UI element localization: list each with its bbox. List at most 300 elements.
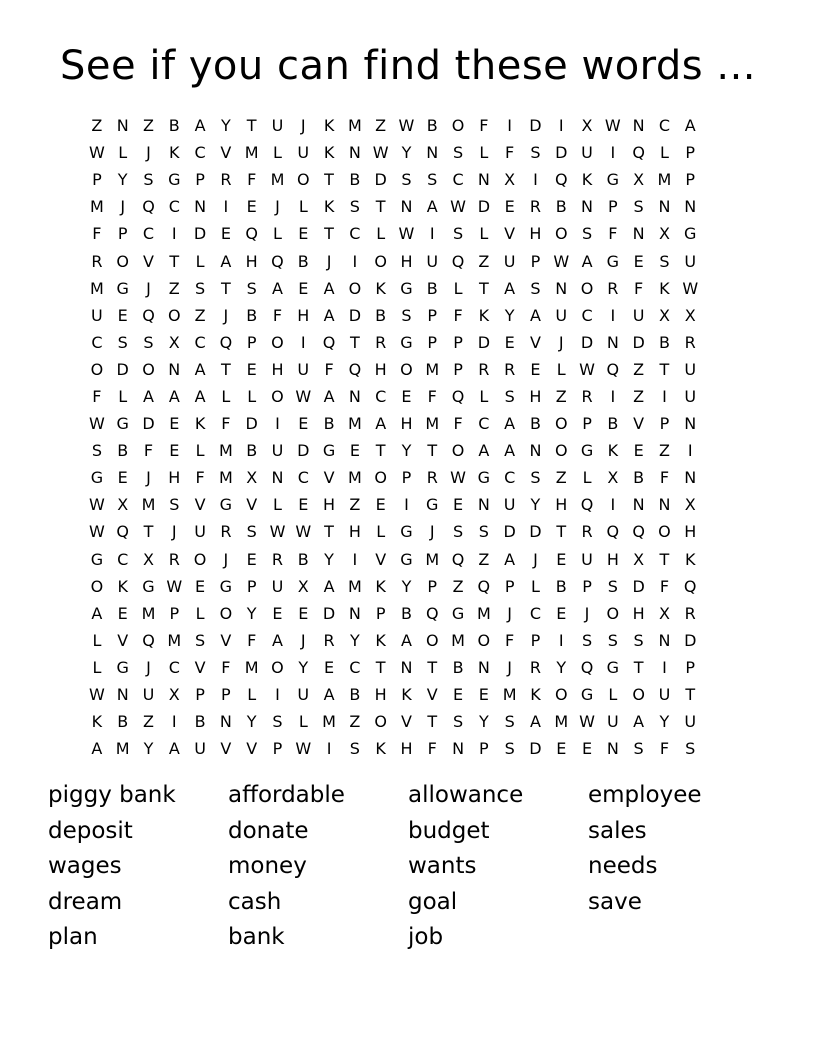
grid-letter: L — [479, 224, 489, 244]
grid-letter: O — [116, 251, 129, 271]
grid-letter: B — [426, 278, 438, 298]
word-list-item: dream — [48, 888, 123, 915]
grid-letter: X — [658, 603, 670, 623]
grid-letter: R — [168, 549, 180, 569]
grid-letter: H — [297, 305, 310, 325]
grid-letter: P — [530, 251, 541, 271]
grid-letter: K — [607, 441, 619, 461]
grid-letter: V — [220, 143, 232, 163]
grid-letter: Z — [633, 359, 645, 379]
grid-letter: O — [90, 576, 104, 596]
grid-letter: B — [658, 332, 670, 352]
grid-row — [84, 410, 734, 437]
grid-letter: S — [246, 278, 257, 298]
grid-letter: A — [323, 576, 335, 596]
grid-letter: R — [220, 522, 232, 542]
grid-letter: I — [533, 170, 538, 190]
grid-letter: R — [375, 332, 387, 352]
grid-letter: U — [297, 359, 310, 379]
grid-letter: C — [168, 197, 180, 217]
grid-letter: P — [246, 332, 257, 352]
grid-letter: I — [558, 116, 564, 136]
grid-letter: M — [347, 468, 362, 488]
grid-letter: U — [606, 712, 619, 732]
grid-letter: M — [218, 468, 233, 488]
grid-letter: V — [375, 549, 387, 569]
grid-letter: H — [606, 549, 619, 569]
grid-letter: U — [194, 522, 206, 542]
grid-letter: S — [91, 441, 102, 461]
grid-letter: F — [92, 386, 102, 406]
grid-letter: H — [555, 495, 568, 515]
grid-letter: Y — [246, 603, 257, 623]
grid-letter: G — [426, 495, 439, 515]
grid-letter: V — [220, 630, 232, 650]
grid-letter: U — [684, 359, 697, 379]
grid-letter: T — [685, 685, 696, 705]
grid-letter: X — [168, 332, 180, 352]
grid-letter: O — [425, 630, 439, 650]
grid-letter: O — [580, 278, 594, 298]
grid-letter: W — [295, 386, 312, 406]
grid-letter: V — [246, 739, 258, 759]
grid-letter: B — [607, 414, 619, 434]
grid-letter: K — [323, 143, 335, 163]
grid-letter: P — [582, 414, 592, 434]
grid-letter: W — [88, 685, 105, 705]
grid-letter: S — [504, 712, 515, 732]
grid-letter: F — [453, 305, 463, 325]
grid-letter: N — [400, 197, 413, 217]
word-list-item: budget — [408, 817, 490, 844]
grid-letter: Y — [530, 495, 541, 515]
grid-letter: I — [429, 224, 435, 244]
grid-letter: P — [375, 603, 386, 623]
grid-letter: D — [529, 739, 542, 759]
grid-letter: Q — [142, 197, 155, 217]
grid-letter: X — [633, 170, 645, 190]
grid-letter: C — [504, 468, 516, 488]
grid-letter: U — [658, 685, 671, 705]
grid-row — [84, 356, 734, 383]
grid-letter: M — [425, 359, 440, 379]
grid-letter: W — [269, 522, 286, 542]
grid-letter: E — [117, 305, 128, 325]
grid-letter: M — [476, 603, 491, 623]
grid-letter: M — [167, 630, 182, 650]
grid-letter: V — [426, 685, 438, 705]
grid-letter: F — [659, 468, 670, 488]
grid-letter: I — [275, 414, 280, 434]
word-list-item: bank — [228, 924, 285, 951]
grid-letter: K — [581, 170, 593, 190]
grid-letter: W — [372, 143, 389, 163]
grid-letter: X — [658, 305, 670, 325]
grid-letter: T — [324, 170, 334, 190]
grid-letter: S — [607, 576, 618, 596]
grid-letter: F — [659, 576, 670, 596]
grid-letter: Z — [194, 305, 206, 325]
grid-letter: H — [632, 603, 645, 623]
grid-letter: E — [298, 224, 309, 244]
grid-letter: D — [142, 414, 155, 434]
grid-letter: A — [143, 386, 154, 406]
grid-letter: H — [529, 386, 542, 406]
grid-letter: E — [375, 495, 386, 515]
grid-letter: X — [297, 576, 309, 596]
grid-letter: P — [246, 576, 257, 596]
grid-letter: X — [117, 495, 129, 515]
grid-letter: M — [89, 278, 104, 298]
grid-letter: F — [143, 441, 154, 461]
grid-letter: O — [374, 468, 387, 488]
grid-letter: Y — [324, 549, 334, 569]
grid-letter: D — [245, 414, 258, 434]
grid-letter: J — [507, 657, 512, 677]
grid-letter: E — [246, 197, 257, 217]
grid-letter: Q — [451, 386, 465, 406]
grid-letter: W — [579, 359, 595, 379]
grid-letter: X — [658, 224, 670, 244]
grid-letter: A — [194, 359, 206, 379]
grid-letter: B — [555, 576, 567, 596]
grid-letter: L — [247, 685, 257, 705]
grid-letter: E — [298, 278, 309, 298]
grid-letter: G — [90, 549, 104, 569]
grid-letter: W — [450, 468, 466, 488]
grid-letter: O — [374, 712, 387, 732]
grid-letter: P — [685, 170, 696, 190]
grid-letter: E — [169, 414, 180, 434]
grid-letter: Y — [556, 657, 567, 677]
grid-letter: B — [323, 414, 335, 434]
grid-row — [84, 627, 734, 654]
grid-letter: X — [684, 495, 696, 515]
grid-letter: L — [453, 278, 463, 298]
grid-letter: P — [195, 170, 205, 190]
grid-letter: N — [426, 143, 439, 163]
grid-letter: Q — [116, 522, 129, 542]
grid-letter: X — [607, 468, 619, 488]
grid-letter: Q — [425, 603, 439, 623]
grid-letter: W — [682, 278, 699, 298]
grid-letter: A — [323, 278, 335, 298]
grid-letter: R — [271, 549, 284, 569]
grid-letter: E — [195, 576, 206, 596]
grid-letter: W — [295, 522, 312, 542]
grid-letter: J — [300, 630, 306, 650]
grid-letter: E — [246, 549, 257, 569]
grid-letter: Z — [452, 576, 464, 596]
grid-letter: K — [375, 630, 386, 650]
grid-letter: T — [427, 441, 438, 461]
grid-letter: W — [450, 197, 466, 217]
grid-letter: M — [451, 630, 465, 650]
grid-letter: A — [426, 197, 438, 217]
word-list-item: sales — [588, 817, 647, 844]
grid-letter: U — [503, 251, 516, 271]
grid-letter: G — [219, 495, 233, 515]
grid-letter: G — [400, 522, 413, 542]
grid-letter: V — [400, 712, 412, 732]
grid-letter: L — [582, 468, 592, 488]
grid-letter: K — [323, 116, 335, 136]
grid-letter: P — [427, 305, 438, 325]
grid-row — [84, 329, 734, 356]
grid-letter: A — [400, 630, 412, 650]
grid-letter: G — [168, 170, 181, 190]
grid-letter: W — [166, 576, 183, 596]
grid-letter: T — [375, 197, 386, 217]
grid-letter: M — [347, 116, 362, 136]
grid-letter: J — [223, 305, 229, 325]
grid-letter: J — [120, 197, 126, 217]
grid-letter: A — [633, 712, 645, 732]
grid-letter: R — [323, 630, 335, 650]
grid-letter: B — [375, 305, 387, 325]
grid-letter: O — [374, 251, 387, 271]
grid-letter: K — [375, 278, 386, 298]
grid-letter: T — [324, 522, 334, 542]
grid-letter: P — [117, 224, 128, 244]
grid-letter: E — [349, 441, 360, 461]
grid-letter: A — [478, 441, 490, 461]
grid-letter: R — [581, 386, 593, 406]
grid-letter: E — [298, 603, 309, 623]
letter-grid — [84, 112, 734, 762]
grid-letter: R — [220, 170, 232, 190]
grid-letter: F — [453, 414, 463, 434]
grid-letter: T — [324, 224, 334, 244]
grid-letter: K — [323, 197, 335, 217]
grid-letter: E — [581, 739, 593, 759]
grid-letter: I — [171, 712, 177, 732]
grid-letter: F — [221, 414, 231, 434]
grid-letter: Q — [580, 495, 594, 515]
grid-letter: D — [632, 576, 645, 596]
grid-letter: P — [530, 630, 541, 650]
grid-letter: B — [633, 468, 645, 488]
grid-letter: L — [376, 224, 386, 244]
grid-letter: N — [529, 441, 542, 461]
grid-letter: E — [298, 495, 309, 515]
grid-letter: U — [684, 386, 697, 406]
grid-letter: Y — [298, 657, 309, 677]
grid-letter: T — [169, 251, 180, 271]
grid-row — [84, 437, 734, 464]
grid-letter: F — [247, 170, 257, 190]
grid-letter: T — [633, 657, 644, 677]
grid-letter: L — [298, 197, 308, 217]
grid-letter: N — [348, 386, 361, 406]
grid-letter: E — [169, 441, 180, 461]
grid-letter: D — [529, 116, 542, 136]
grid-letter: U — [503, 495, 516, 515]
grid-letter: B — [117, 712, 129, 732]
grid-letter: P — [427, 332, 438, 352]
word-list-item: wants — [408, 853, 477, 880]
grid-letter: S — [143, 170, 154, 190]
grid-letter: W — [88, 495, 105, 515]
grid-letter: K — [684, 549, 696, 569]
grid-letter: P — [169, 603, 180, 623]
grid-letter: D — [632, 332, 645, 352]
grid-letter: Q — [477, 576, 491, 596]
grid-letter: G — [684, 224, 697, 244]
grid-letter: N — [116, 685, 129, 705]
grid-letter: Z — [349, 495, 361, 515]
grid-letter: I — [610, 305, 616, 325]
grid-letter: F — [272, 305, 283, 325]
word-list-item: wages — [48, 853, 122, 880]
grid-letter: D — [684, 630, 697, 650]
grid-letter: U — [91, 305, 103, 325]
grid-letter: O — [271, 386, 284, 406]
grid-letter: O — [658, 522, 671, 542]
grid-letter: T — [143, 522, 154, 542]
grid-letter: F — [247, 630, 257, 650]
grid-letter: S — [530, 468, 541, 488]
grid-letter: U — [297, 143, 310, 163]
grid-letter: S — [349, 739, 360, 759]
grid-letter: A — [529, 712, 541, 732]
grid-row — [84, 193, 734, 220]
grid-letter: X — [633, 549, 645, 569]
grid-letter: H — [323, 495, 336, 515]
grid-letter: X — [684, 305, 696, 325]
grid-letter: A — [581, 251, 593, 271]
grid-letter: Q — [451, 251, 465, 271]
grid-letter: X — [168, 685, 180, 705]
grid-letter: T — [427, 657, 438, 677]
grid-letter: O — [554, 441, 568, 461]
grid-letter: H — [400, 739, 413, 759]
grid-letter: P — [272, 739, 283, 759]
word-list-item: deposit — [48, 817, 133, 844]
grid-letter: B — [246, 305, 258, 325]
grid-letter: J — [507, 603, 512, 623]
grid-letter: T — [375, 657, 386, 677]
grid-letter: F — [608, 224, 618, 244]
grid-row — [84, 112, 734, 139]
grid-letter: H — [245, 251, 258, 271]
grid-letter: L — [118, 386, 128, 406]
grid-letter: Z — [658, 441, 670, 461]
grid-letter: I — [662, 657, 667, 677]
grid-letter: Q — [451, 549, 465, 569]
grid-letter: P — [92, 170, 102, 190]
grid-letter: K — [478, 305, 490, 325]
grid-letter: E — [246, 359, 257, 379]
grid-letter: U — [271, 576, 284, 596]
grid-letter: V — [323, 468, 335, 488]
grid-letter: U — [555, 305, 568, 325]
grid-letter: V — [633, 414, 645, 434]
grid-row — [84, 708, 734, 735]
grid-letter: L — [376, 522, 386, 542]
grid-letter: L — [273, 495, 282, 515]
grid-letter: V — [117, 630, 129, 650]
grid-letter: V — [143, 251, 154, 271]
grid-letter: G — [116, 414, 129, 434]
word-list-item: piggy bank — [48, 782, 176, 808]
grid-letter: D — [503, 522, 516, 542]
grid-letter: O — [554, 414, 568, 434]
grid-letter: K — [530, 685, 541, 705]
grid-letter: S — [452, 224, 464, 244]
grid-letter: E — [504, 197, 515, 217]
grid-letter: W — [604, 116, 621, 136]
grid-letter: N — [606, 739, 619, 759]
grid-letter: E — [453, 685, 464, 705]
grid-letter: N — [632, 495, 645, 515]
grid-letter: F — [427, 739, 437, 759]
grid-letter: A — [504, 278, 516, 298]
grid-letter: P — [608, 197, 618, 217]
word-list-item: plan — [48, 924, 98, 951]
grid-letter: E — [633, 251, 644, 271]
grid-letter: A — [323, 305, 335, 325]
grid-letter: V — [194, 657, 206, 677]
grid-letter: X — [143, 549, 154, 569]
grid-letter: L — [221, 386, 231, 406]
grid-letter: S — [452, 522, 464, 542]
word-list-item: save — [588, 888, 642, 915]
grid-letter: K — [375, 739, 386, 759]
grid-letter: W — [88, 143, 105, 163]
grid-letter: I — [352, 251, 358, 271]
grid-letter: Q — [142, 630, 155, 650]
grid-letter: Q — [632, 143, 645, 163]
grid-letter: F — [505, 630, 515, 650]
grid-letter: Z — [143, 712, 154, 732]
grid-letter: M — [89, 197, 104, 217]
grid-letter: N — [477, 170, 490, 190]
grid-letter: F — [479, 116, 489, 136]
grid-letter: T — [427, 712, 438, 732]
grid-letter: L — [479, 143, 489, 163]
grid-letter: C — [194, 143, 206, 163]
grid-letter: G — [400, 278, 413, 298]
grid-letter: O — [271, 657, 284, 677]
grid-letter: P — [582, 576, 592, 596]
grid-letter: C — [349, 657, 361, 677]
grid-letter: C — [581, 305, 593, 325]
grid-letter: B — [349, 685, 361, 705]
grid-letter: S — [401, 170, 412, 190]
grid-letter: L — [92, 630, 102, 650]
grid-letter: Z — [478, 251, 490, 271]
grid-letter: T — [375, 441, 386, 461]
grid-letter: H — [400, 251, 413, 271]
grid-letter: K — [169, 143, 180, 163]
grid-letter: S — [195, 278, 206, 298]
grid-letter: J — [171, 522, 177, 542]
grid-letter: A — [168, 739, 180, 759]
grid-letter: J — [146, 468, 151, 488]
grid-letter: J — [146, 278, 151, 298]
grid-letter: L — [556, 359, 566, 379]
grid-letter: F — [221, 657, 231, 677]
grid-letter: L — [298, 712, 308, 732]
grid-letter: A — [504, 549, 516, 569]
grid-letter: Y — [504, 305, 515, 325]
grid-letter: A — [91, 603, 103, 623]
grid-letter: R — [91, 251, 103, 271]
grid-letter: E — [324, 657, 335, 677]
grid-letter: U — [426, 251, 439, 271]
grid-letter: N — [555, 278, 568, 298]
